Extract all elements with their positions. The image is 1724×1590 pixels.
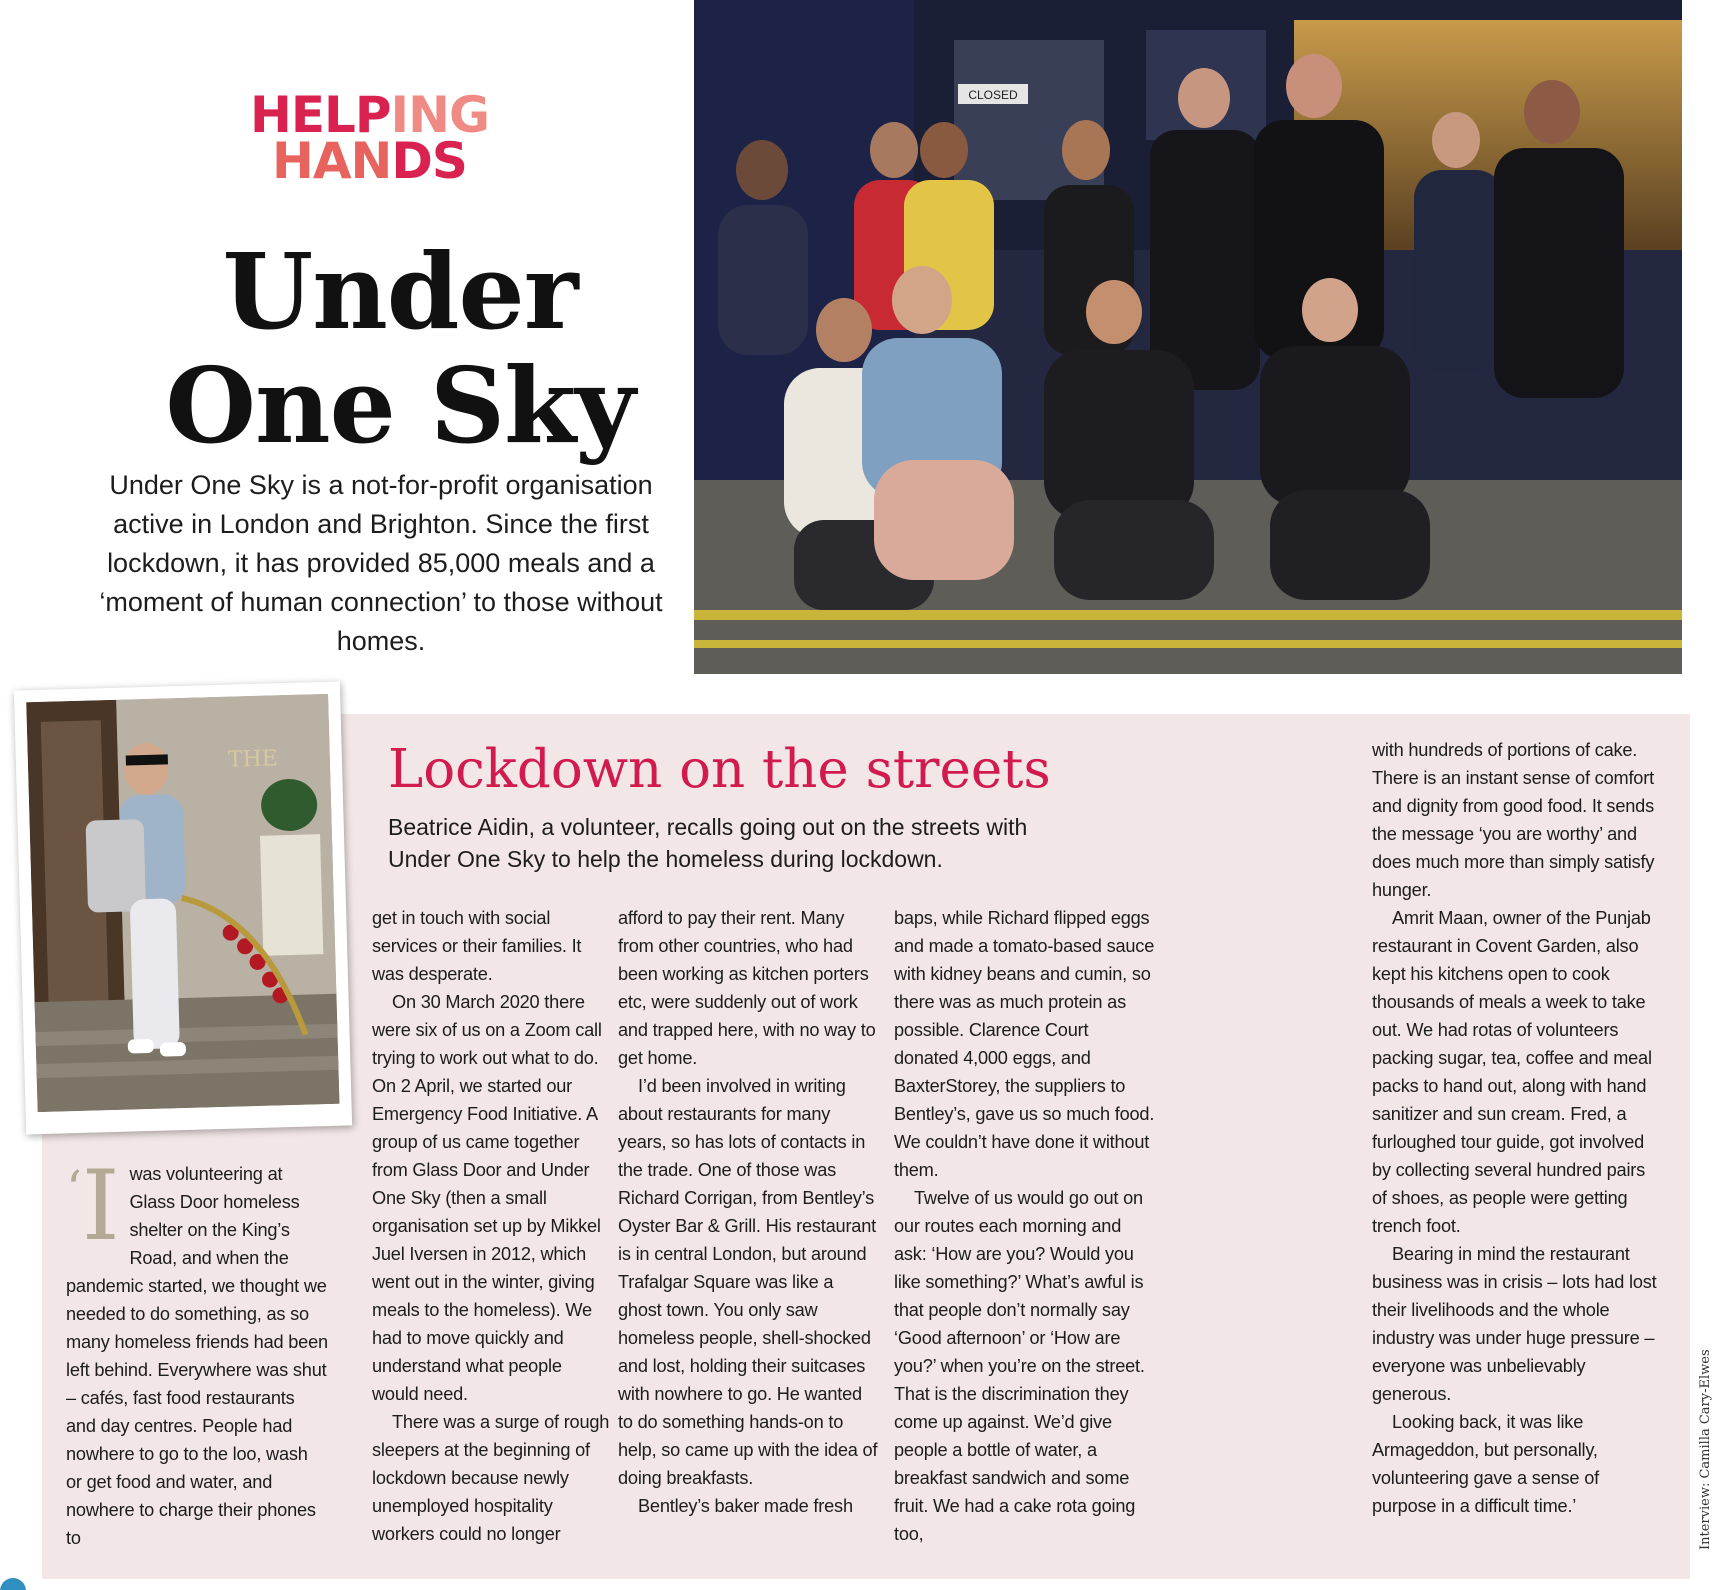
polaroid-sign-text: THE — [227, 746, 279, 773]
section-kicker — [250, 86, 530, 190]
closed-sign-text: CLOSED — [968, 88, 1018, 102]
article-column-3 — [618, 904, 880, 1520]
hero-group-photo — [694, 0, 1682, 674]
title-line1: Under — [222, 230, 578, 353]
section-title: Lockdown on the streets — [388, 739, 1051, 800]
kicker-line1-a: HELP — [250, 86, 391, 144]
article-column-5 — [1372, 736, 1662, 1520]
page-title — [130, 230, 670, 467]
column-1-text: was volunteering at Glass Door homeless shelter on the King’s Road, and when the pandemic started, we thought we needed to do something, as so many homeless friends had been left behind. Everywhere was shut – cafés, fast food restaurants and day centres. People had nowhere to go to the loo, wash or get food and water, and nowhere to charge their phones to — [66, 1164, 328, 1548]
paragraph: get in touch with social services or their families. It was desperate. — [372, 908, 582, 984]
paragraph: On 30 March 2020 there were six of us on a Zoom call trying to work out what to do. On 2 April, we started our Emergency Food Initiative. A group of us came together from Glass Door and Under One Sky (then a small organisation set up by Mikkel Juel Iversen in 2012, which went out in the winter, giving meals to the homeless). We had to move quickly and understand what people would need. — [372, 992, 602, 1404]
paragraph: I’d been involved in writing about restaurants for many years, so has lots of contacts in the trade. One of those was Richard Corrigan, from Bentley’s Oyster Bar & Grill. His restaurant is in central London, but around Trafalgar Square was like a ghost town. You only saw homeless people, shell-shocked and lost, holding their suitcases with nowhere to go. He wanted to do something hands-on to help, so came up with the idea of doing breakfasts. — [618, 1076, 878, 1488]
standfirst: Under One Sky is a not-for-profit organisation active in London and Brighton. Since the first lockdown, it has provided 85,000 meals and a ‘moment of human connection’ to those without homes. — [99, 470, 663, 656]
interview-credit: Interview: Camilla Cary-Elwes — [1698, 1349, 1713, 1550]
paragraph: Looking back, it was like Armageddon, but personally, volunteering gave a sense of purpose in a difficult time.’ — [1372, 1412, 1599, 1516]
drop-cap — [66, 1150, 120, 1262]
drop-cap-quote: ‘ — [66, 1160, 82, 1218]
article-column-4 — [894, 904, 1156, 1548]
paragraph: Bentley’s baker made fresh — [638, 1496, 853, 1516]
paragraph: Bearing in mind the restaurant business was in crisis – lots had lost their livelihoods and the whole industry was under huge pressure – everyone was unbelievably generous. — [1372, 1244, 1657, 1404]
paragraph: Amrit Maan, owner of the Punjab restaurant in Covent Garden, also kept his kitchens open to cook thousands of meals a week to take out. We had rotas of volunteers packing sugar, tea, coffee and meal packs to hand out, along with hand sanitizer and sun cream. Fred, a furloughed tour guide, got involved by collecting several hundred pairs of shoes, as people were getting trench foot. — [1372, 908, 1652, 1236]
paragraph: with hundreds of portions of cake. There is an instant sense of comfort and dignity from good food. It sends the message ‘you are worthy’ and does much more than simply satisfy hunger. — [1372, 740, 1655, 900]
paragraph: baps, while Richard flipped eggs and made a tomato-based sauce with kidney beans and cumin, so there was as much protein as possible. Clarence Court donated 4,000 eggs, and BaxterStorey, the suppliers to Bentley’s, gave us so much food. We couldn’t have done it without them. — [894, 908, 1155, 1180]
title-line2: One Sky — [165, 344, 635, 467]
hero-photo-illustration — [694, 0, 1682, 674]
article-column-2 — [372, 904, 612, 1548]
paragraph: Twelve of us would go out on our routes each morning and ask: ‘How are you? Would you like something?’ What’s awful is that people don’t normally say ‘Good afternoon’ or ‘How are you?’ when you’re on the street. That is the discrimination they come up against. We’d give people a bottle of water, a breakfast sandwich and some fruit. We had a cake rota going too, — [894, 1188, 1145, 1544]
kicker-line2-b: DS — [391, 132, 467, 190]
article-intro: Beatrice Aidin, a volunteer, recalls going out on the streets with Under One Sky to help the homeless during lockdown. — [388, 814, 1028, 872]
volunteer-polaroid-photo — [14, 682, 352, 1135]
kicker-line1-b: ING — [390, 86, 490, 144]
paragraph: afford to pay their rent. Many from other countries, who had been working as kitchen porters etc, were suddenly out of work and trapped here, with no way to get home. — [618, 908, 876, 1068]
paragraph: There was a surge of rough sleepers at the beginning of lockdown because newly unemployed hospitality workers could no longer — [372, 1412, 610, 1544]
page-marker — [0, 1578, 26, 1590]
drop-cap-letter: I — [81, 1150, 120, 1262]
polaroid-illustration — [26, 694, 339, 1112]
article-column-1 — [66, 1150, 328, 1552]
kicker-line2-a: HAN — [272, 132, 392, 190]
